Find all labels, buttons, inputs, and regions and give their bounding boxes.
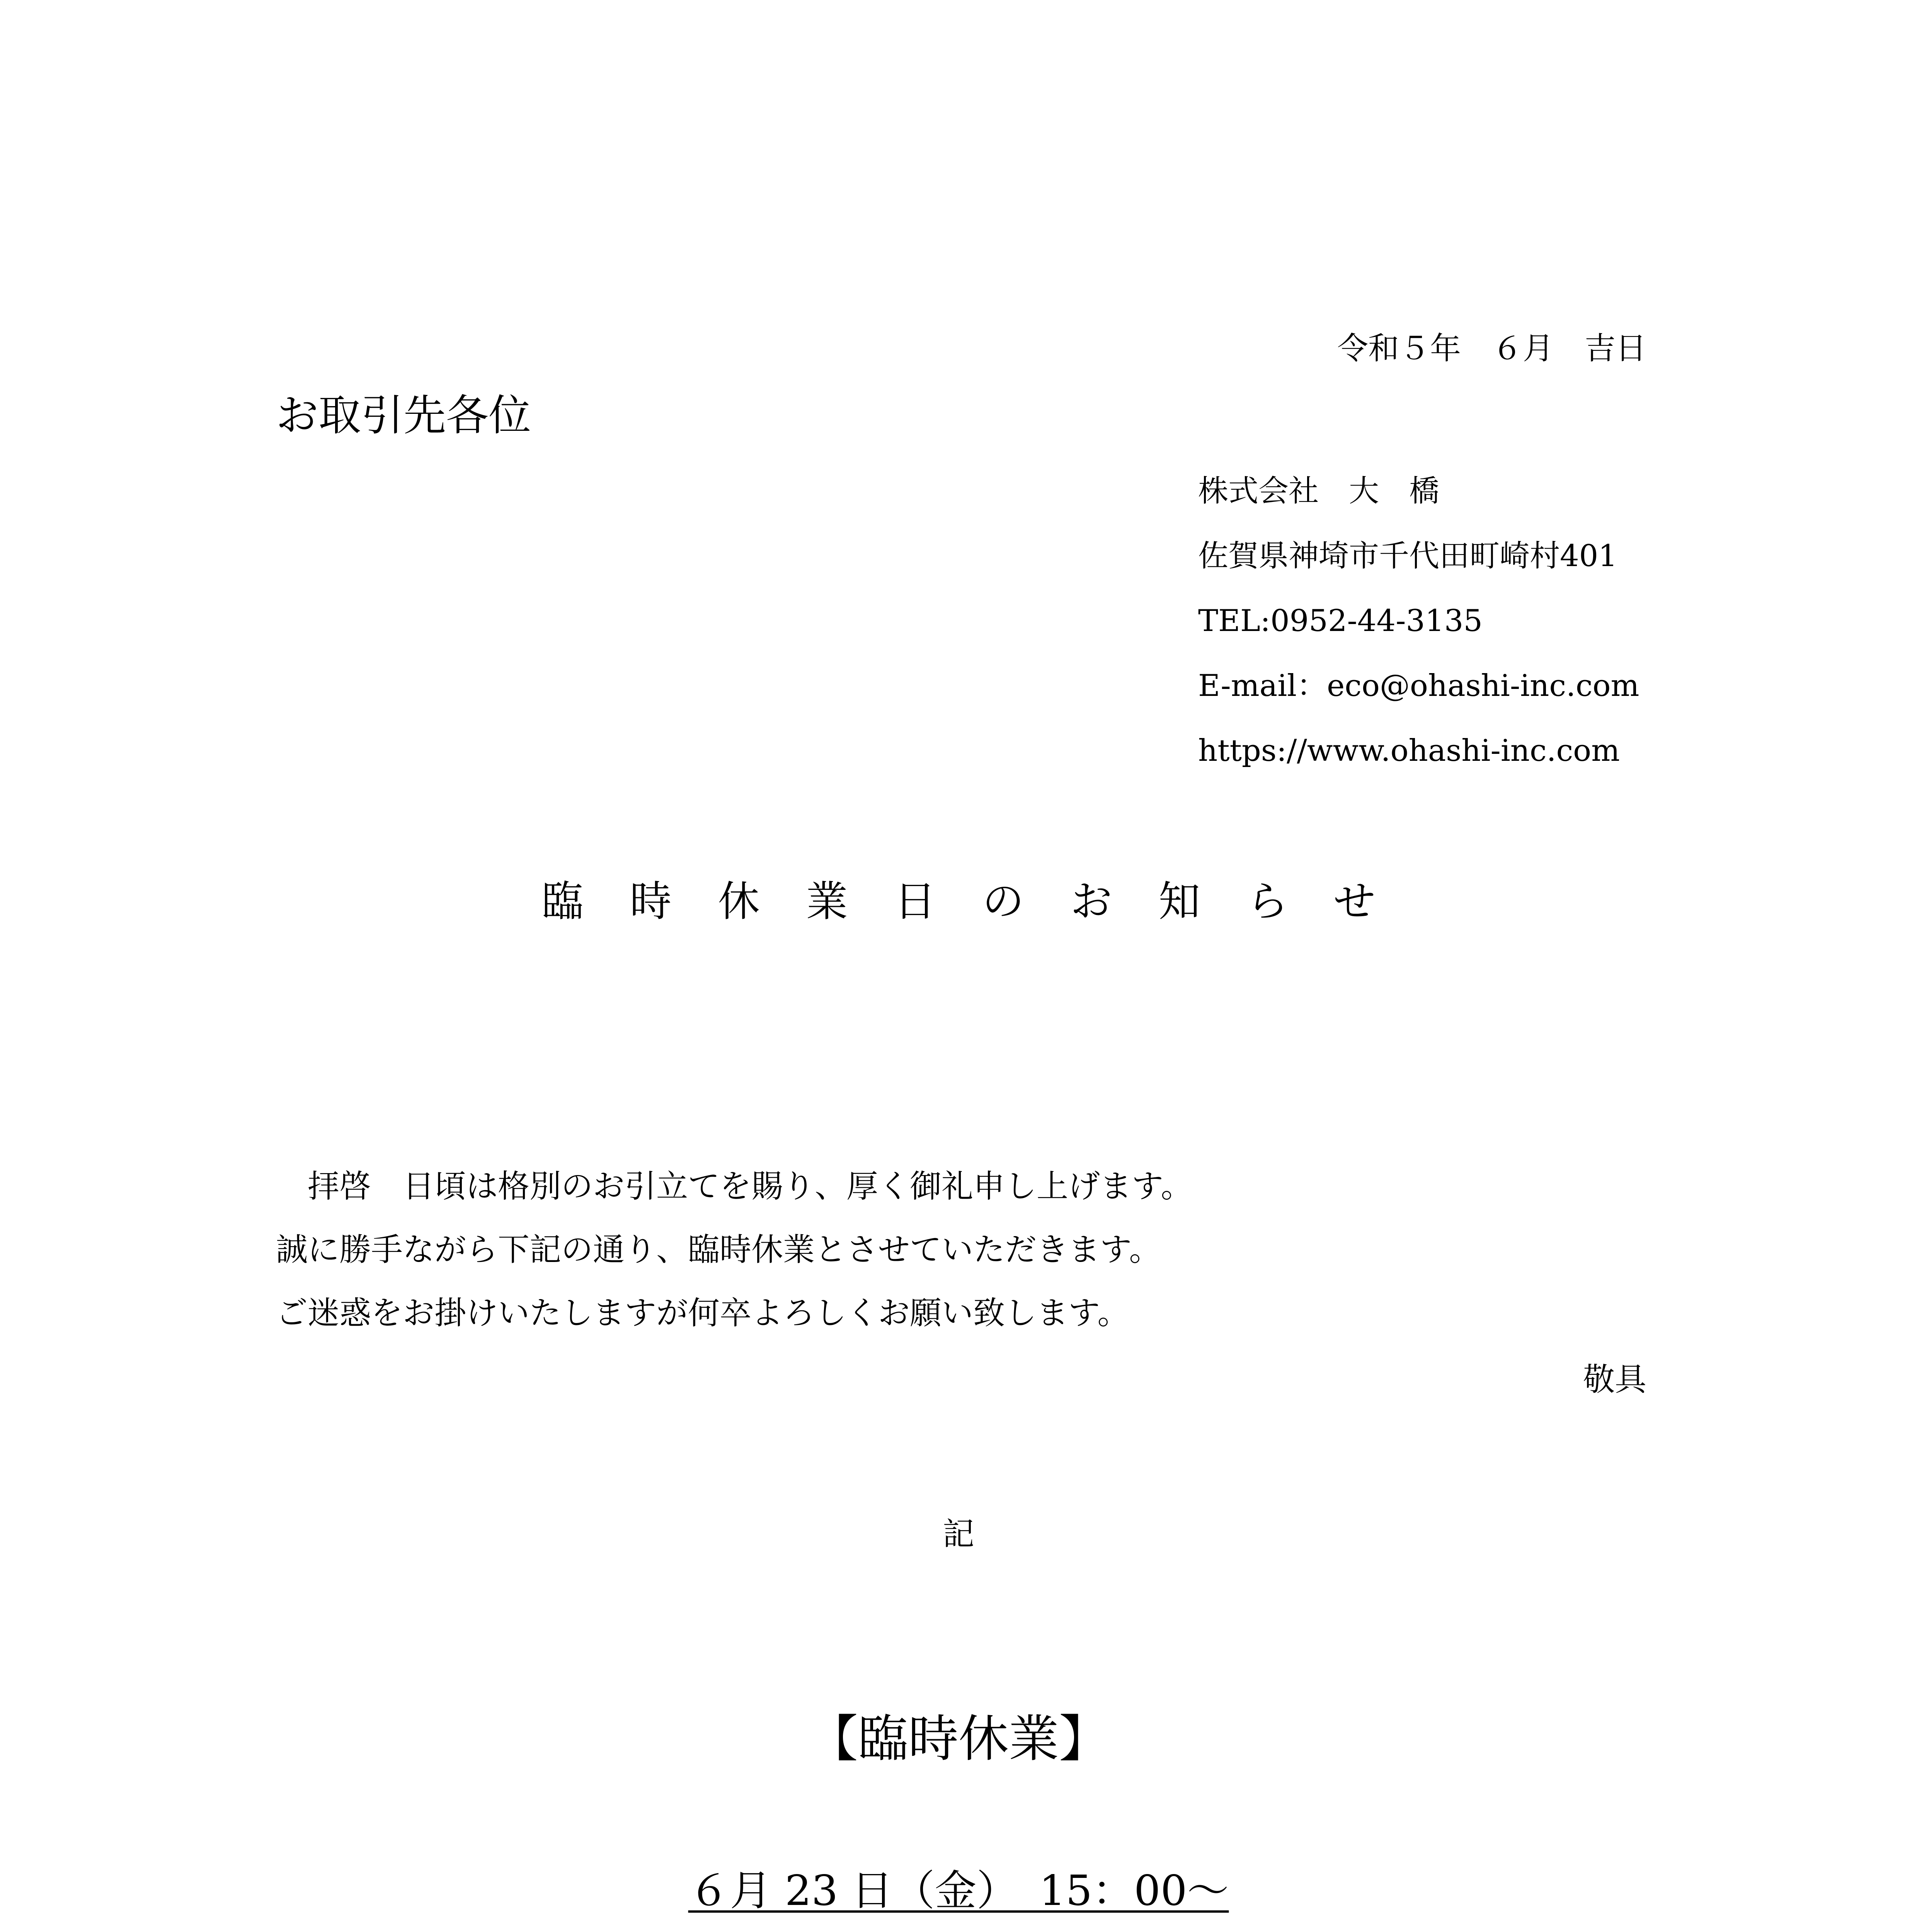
closure-schedule xyxy=(0,1867,1917,1915)
letter-body xyxy=(276,1168,1193,1361)
ki-marker: 記 xyxy=(942,1516,974,1553)
notice-title: 臨時休業日のお知らせ xyxy=(541,878,1422,926)
closure-heading: 【臨時休業】 xyxy=(807,1709,1109,1768)
sender-website: https://www.ohashi-inc.com xyxy=(1198,733,1620,768)
sender-email: E-mail：eco@ohashi-inc.com xyxy=(1198,668,1639,703)
sender-block xyxy=(1198,476,1639,801)
closure-schedule-text: ６月 23 日（金） 15：00～ xyxy=(688,1867,1229,1915)
sender-address: 佐賀県神埼市千代田町崎村401 xyxy=(1198,539,1617,573)
body-line-1: 拝啓 日頃は格別のお引立てを賜り、厚く御礼申し上げます。 xyxy=(276,1168,1193,1205)
recipient: お取引先各位 xyxy=(276,391,531,440)
body-line-3: ご迷惑をお掛けいたしますが何卒よろしくお願い致します。 xyxy=(276,1295,1129,1332)
sender-tel: TEL:0952-44-3135 xyxy=(1198,604,1483,638)
sender-company: 株式会社 大 橋 xyxy=(1198,474,1440,509)
document-date: 令和５年 ６月 吉日 xyxy=(1337,330,1646,366)
body-line-2: 誠に勝手ながら下記の通り、臨時休業とさせていただきます。 xyxy=(276,1231,1161,1268)
closing-word: 敬具 xyxy=(1583,1361,1646,1398)
